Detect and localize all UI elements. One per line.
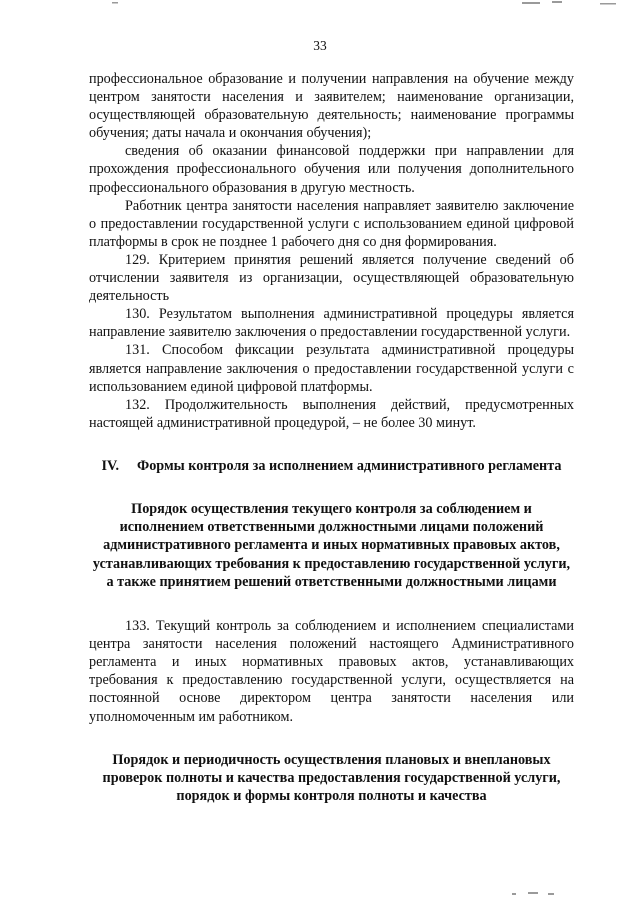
paragraph: сведения об оказании финансовой поддержки при направлении для прохождения профессионального обучения или получения дополнительного профессионального образования в другую местность.: [89, 143, 574, 196]
document-body: [89, 70, 574, 805]
spacer: [89, 591, 574, 617]
section-number: IV.: [101, 457, 120, 474]
subsection-heading-current-control: Порядок осуществления текущего контроля за соблюдением и исполнением ответственными должностными лицами положений административного регламента и иных нормативных правовых актов, устанавливающих требования к предоставлению государственной услуги, а также принятием решений ответственными должностными лицами: [92, 501, 571, 590]
paragraph-131: 131. Способом фиксации результата административной процедуры является направление заключения о предоставлении государственной услуги с использованием единой цифровой платформы.: [89, 342, 574, 395]
section-title: Формы контроля за исполнением административного регламента: [137, 457, 562, 474]
paragraph-129: 129. Критерием принятия решений является получение сведений об отчислении заявителя из организации, осуществляющей образовательную деятельность: [89, 251, 574, 305]
paragraph-130: 130. Результатом выполнения административной процедуры является направление заявителю заключения о предоставлении государственной услуги.: [89, 306, 574, 341]
paragraph: профессиональное образование и получении направления на обучение между центром занятости населения и заявителем; наименование организации, осуществляющей образовательную деятельность; наименование программы обучения; даты начала и окончания обучения);: [89, 71, 574, 142]
paragraph-132: 132. Продолжительность выполнения действий, предусмотренных настоящей административной процедурой, – не более 30 минут.: [89, 396, 574, 431]
subsection-heading-inspections: Порядок и периодичность осуществления плановых и внеплановых проверок полноты и качества предоставления государственной услуги, порядок и формы контроля полноты и качества: [102, 751, 561, 805]
paragraph-133: 133. Текущий контроль за соблюдением и исполнением специалистами центра занятости населения положений настоящего Административного регламента и иных нормативных правовых актов, устанавливающих требования к предоставлению государственной услуги, осуществляется на постоянной основе директором центра занятости населения или уполномоченным им работником.: [89, 618, 574, 725]
section-heading: [89, 457, 574, 475]
paragraph: Работник центра занятости населения направляет заявителю заключение о предоставлении государственной услуги с использованием единой цифровой платформы в срок не позднее 1 рабочего дня со дня формирования.: [89, 197, 574, 250]
page-number: 33: [313, 38, 327, 53]
